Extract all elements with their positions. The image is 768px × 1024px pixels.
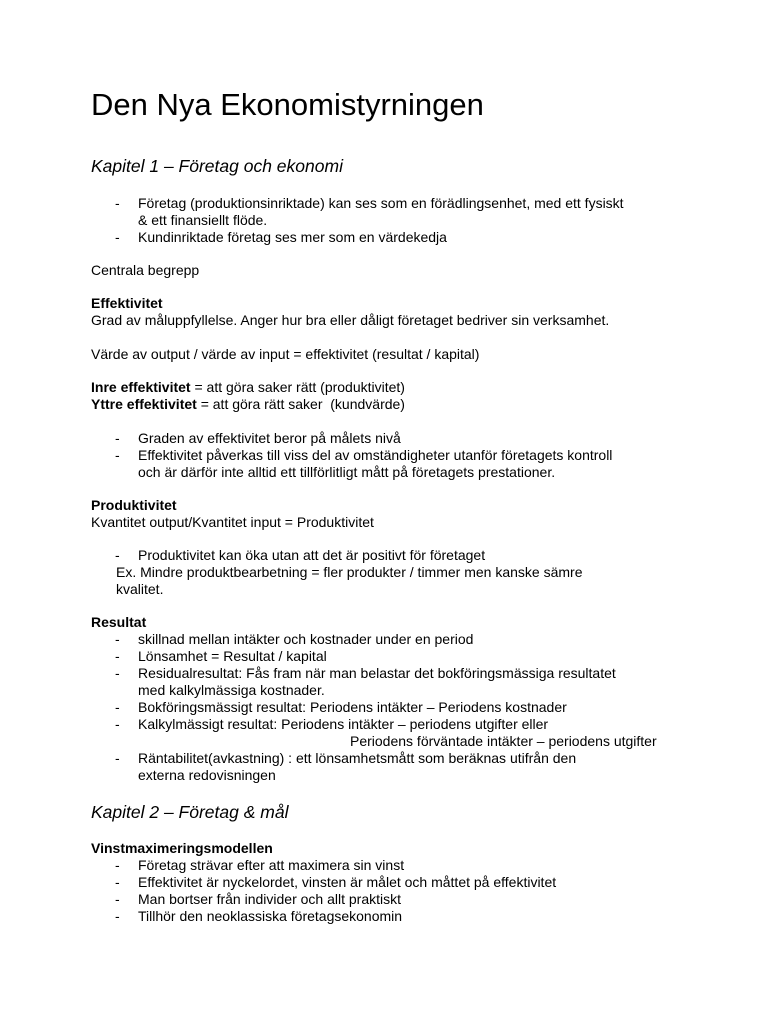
list-item	[91, 631, 691, 648]
resultat-list	[91, 631, 691, 784]
list-item	[91, 430, 691, 447]
inre-effektivitet-line	[91, 379, 691, 396]
list-item-text: externa redovisningen	[138, 767, 276, 783]
list-item-text: - skillnad mellan intäkter och kostnader under en period	[138, 631, 474, 647]
effektivitet-definition: Grad av måluppfyllelse. Anger hur bra eller dåligt företaget bedriver sin verksamhet.	[91, 312, 610, 328]
chapter-1-heading: Kapitel 1 – Företag och ekonomi	[91, 156, 343, 176]
centrala-begrepp-label: Centrala begrepp	[91, 262, 200, 278]
resultat-section	[91, 614, 691, 784]
list-item-text: - Räntabilitet(avkastning) : ett lönsamhetsmått som beräknas utifrån den	[138, 750, 577, 766]
list-item-text: - Man bortser från individer och allt praktiskt	[138, 891, 401, 907]
list-item-text: - Effektivitet påverkas till viss del av omständigheter utanför företagets kontroll	[138, 447, 613, 463]
effektivitet-types	[91, 379, 691, 413]
produktivitet-example: Ex. Mindre produktbearbetning = fler produkter / timmer men kanske sämre	[116, 564, 583, 580]
list-item	[91, 750, 691, 784]
effektivitet-formula: Värde av output / värde av input = effektivitet (resultat / kapital)	[91, 346, 480, 362]
yttre-effektivitet-line	[91, 396, 691, 413]
list-item	[91, 857, 691, 874]
list-item-text: & ett finansiellt flöde.	[138, 212, 268, 228]
list-item	[91, 648, 691, 665]
vinstmaximering-list	[91, 857, 691, 925]
resultat-heading: Resultat	[91, 614, 147, 630]
effektivitet-section	[91, 295, 691, 329]
list-item	[91, 908, 691, 925]
effektivitet-heading: Effektivitet	[91, 295, 163, 311]
yttre-effektivitet-label: Yttre effektivitet	[91, 396, 197, 412]
inre-effektivitet-text: = att göra saker rätt (produktivitet)	[190, 379, 405, 395]
list-item	[91, 699, 691, 716]
list-item-text: - Tillhör den neoklassiska företagsekonomin	[138, 908, 403, 924]
list-item	[91, 229, 691, 246]
vinstmaximering-heading: Vinstmaximeringsmodellen	[91, 840, 273, 856]
list-item-text: Periodens förväntade intäkter – periodens utgifter	[350, 733, 657, 749]
produktivitet-list	[91, 547, 691, 598]
list-item	[91, 195, 691, 229]
list-item	[91, 716, 691, 750]
yttre-effektivitet-text: = att göra rätt saker (kundvärde)	[196, 396, 405, 412]
effektivitet-list	[91, 430, 691, 481]
chapter-1-intro-list	[91, 195, 691, 246]
list-item-text: - Företag strävar efter att maximera sin vinst	[138, 857, 405, 873]
list-item	[91, 891, 691, 908]
document-title: Den Nya Ekonomistyrningen	[91, 87, 484, 122]
list-item-text: - Kalkylmässigt resultat: Periodens intäkter – periodens utgifter eller	[138, 716, 549, 732]
list-item-text: - Effektivitet är nyckelordet, vinsten är målet och måttet på effektivitet	[138, 874, 557, 890]
list-item	[91, 874, 691, 891]
list-item-text: och är därför inte alltid ett tillförlitligt mått på företagets prestationer.	[138, 464, 556, 480]
list-item-text: - Produktivitet kan öka utan att det är positivt för företaget	[138, 547, 486, 563]
list-item	[91, 547, 691, 564]
inre-effektivitet-label: Inre effektivitet	[91, 379, 191, 395]
list-item-text: - Bokföringsmässigt resultat: Periodens intäkter – Periodens kostnader	[138, 699, 567, 715]
produktivitet-formula: Kvantitet output/Kvantitet input = Produktivitet	[91, 514, 374, 530]
list-item-text: med kalkylmässiga kostnader.	[138, 682, 325, 698]
list-item-text: - Kundinriktade företag ses mer som en värdekedja	[138, 229, 447, 245]
list-item-text: - Företag (produktionsinriktade) kan ses som en förädlingsenhet, med ett fysiskt	[138, 195, 624, 211]
list-item	[91, 665, 691, 699]
produktivitet-example-cont: kvalitet.	[116, 581, 164, 597]
list-item-text: - Lönsamhet = Resultat / kapital	[138, 648, 327, 664]
list-item	[91, 447, 691, 481]
produktivitet-section	[91, 497, 691, 531]
list-item-text: - Graden av effektivitet beror på målets nivå	[138, 430, 401, 446]
list-item-text: - Residualresultat: Fås fram när man belastar det bokföringsmässiga resultatet	[138, 665, 616, 681]
produktivitet-heading: Produktivitet	[91, 497, 177, 513]
chapter-2-heading: Kapitel 2 – Företag & mål	[91, 802, 289, 822]
vinstmaximering-section	[91, 840, 691, 925]
